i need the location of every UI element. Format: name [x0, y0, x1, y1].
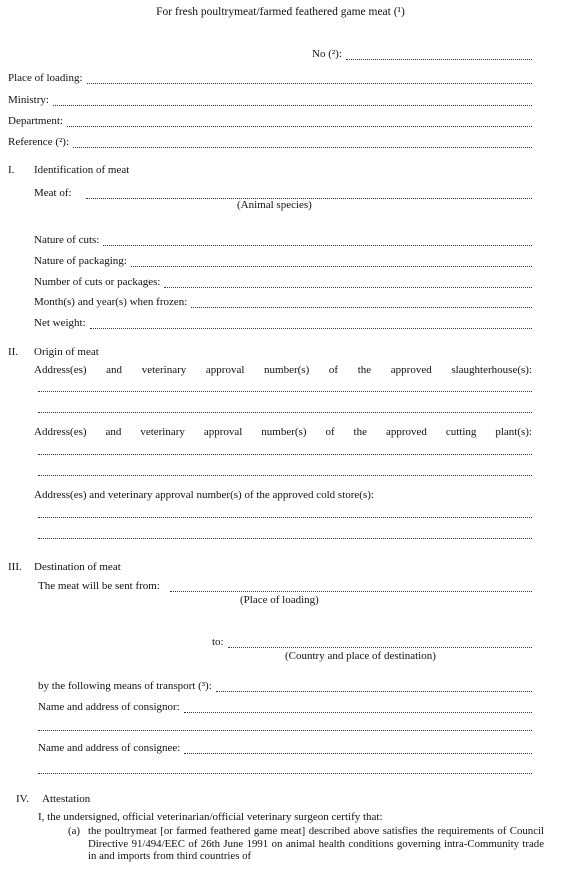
section-3-title: Destination of meat [34, 561, 121, 573]
certificate-number-dots[interactable] [346, 49, 532, 60]
place-of-loading-caption: (Place of loading) [240, 594, 319, 606]
ministry-field[interactable] [8, 94, 532, 106]
department-field[interactable] [8, 115, 532, 127]
slaughterhouse-label: Address(es) and veterinary approval number(s) of the approved slaughterhouse(s): [34, 364, 532, 376]
nature-of-cuts-label: Nature of cuts: [34, 234, 100, 246]
section-1-number: I. [8, 164, 15, 176]
section-3-number: III. [8, 561, 22, 573]
consignor-dots[interactable] [184, 702, 532, 713]
consignee-label: Name and address of consignee: [38, 742, 181, 754]
destination-caption: (Country and place of destination) [285, 650, 436, 662]
place-of-loading-field[interactable] [8, 72, 532, 84]
consignor-line-2[interactable] [38, 720, 532, 731]
destination-to-field[interactable] [212, 636, 532, 648]
net-weight-dots[interactable] [90, 318, 532, 329]
transport-label: by the following means of transport (³): [38, 680, 212, 692]
sent-from-field[interactable] [38, 580, 532, 592]
nature-of-cuts-field[interactable] [34, 234, 532, 246]
number-of-cuts-field[interactable] [34, 276, 532, 288]
attestation-item-a-text: the poultrymeat [or farmed feathered game meat] described above satisfies the requirements of Council Directive 91/494/EEC of 26th June 1991 on animal health conditions governing intra-Community trade in and imports from third countries of [88, 825, 544, 862]
certificate-number-field[interactable] [312, 48, 532, 60]
cutting-plant-line-1[interactable] [38, 444, 532, 455]
destination-to-label: to: [212, 636, 224, 648]
department-label: Department: [8, 115, 63, 127]
month-year-frozen-field[interactable] [34, 296, 532, 308]
net-weight-label: Net weight: [34, 317, 86, 329]
consignee-dots[interactable] [184, 743, 532, 754]
transport-dots[interactable] [216, 681, 532, 692]
destination-to-dots[interactable] [228, 637, 532, 648]
month-year-frozen-label: Month(s) and year(s) when frozen: [34, 296, 188, 308]
cutting-plant-line-2[interactable] [38, 465, 532, 476]
cold-store-line-2[interactable] [38, 528, 532, 539]
reference-label: Reference (²): [8, 136, 70, 148]
nature-of-cuts-dots[interactable] [103, 235, 532, 246]
attestation-item-a-label: (a) [68, 825, 80, 837]
transport-field[interactable] [38, 680, 532, 692]
place-of-loading-label: Place of loading: [8, 72, 83, 84]
section-4-number: IV. [16, 793, 29, 805]
consignor-label: Name and address of consignor: [38, 701, 180, 713]
animal-species-caption: (Animal species) [237, 199, 312, 211]
ministry-dots[interactable] [53, 95, 532, 106]
section-3-heading [8, 561, 121, 573]
certificate-title: For fresh poultrymeat/farmed feathered game meat (¹) [156, 6, 405, 18]
ministry-label: Ministry: [8, 94, 49, 106]
certificate-number-label: No (²): [312, 48, 342, 60]
attestation-item-a [68, 825, 544, 863]
section-1-heading [8, 164, 129, 176]
sent-from-label: The meat will be sent from: [38, 580, 160, 592]
number-of-cuts-label: Number of cuts or packages: [34, 276, 161, 288]
month-year-frozen-dots[interactable] [191, 297, 532, 308]
reference-dots[interactable] [73, 137, 532, 148]
department-dots[interactable] [67, 116, 532, 127]
nature-of-packaging-dots[interactable] [131, 256, 532, 267]
attestation-intro: I, the undersigned, official veterinarian/official veterinary surgeon certify that: [38, 811, 383, 823]
nature-of-packaging-label: Nature of packaging: [34, 255, 127, 267]
place-of-loading-dots[interactable] [87, 73, 532, 84]
meat-of-label: Meat of: [34, 187, 72, 199]
reference-field[interactable] [8, 136, 532, 148]
consignee-field[interactable] [38, 742, 532, 754]
nature-of-packaging-field[interactable] [34, 255, 532, 267]
section-1-title: Identification of meat [34, 164, 130, 176]
sent-from-dots[interactable] [170, 581, 532, 592]
cold-store-label: Address(es) and veterinary approval number(s) of the approved cold store(s): [34, 489, 374, 501]
number-of-cuts-dots[interactable] [164, 277, 532, 288]
consignee-line-2[interactable] [38, 763, 532, 774]
cold-store-line-1[interactable] [38, 507, 532, 518]
section-4-heading [16, 793, 90, 805]
section-2-number: II. [8, 346, 19, 358]
meat-of-field[interactable] [34, 187, 532, 199]
slaughterhouse-line-1[interactable] [38, 381, 532, 392]
cutting-plant-label: Address(es) and veterinary approval number(s) of the approved cutting plant(s): [34, 426, 532, 438]
section-2-heading [8, 346, 99, 358]
meat-of-dots[interactable] [86, 188, 532, 199]
section-2-title: Origin of meat [34, 346, 99, 358]
net-weight-field[interactable] [34, 317, 532, 329]
slaughterhouse-line-2[interactable] [38, 402, 532, 413]
section-4-title: Attestation [42, 793, 91, 805]
consignor-field[interactable] [38, 701, 532, 713]
